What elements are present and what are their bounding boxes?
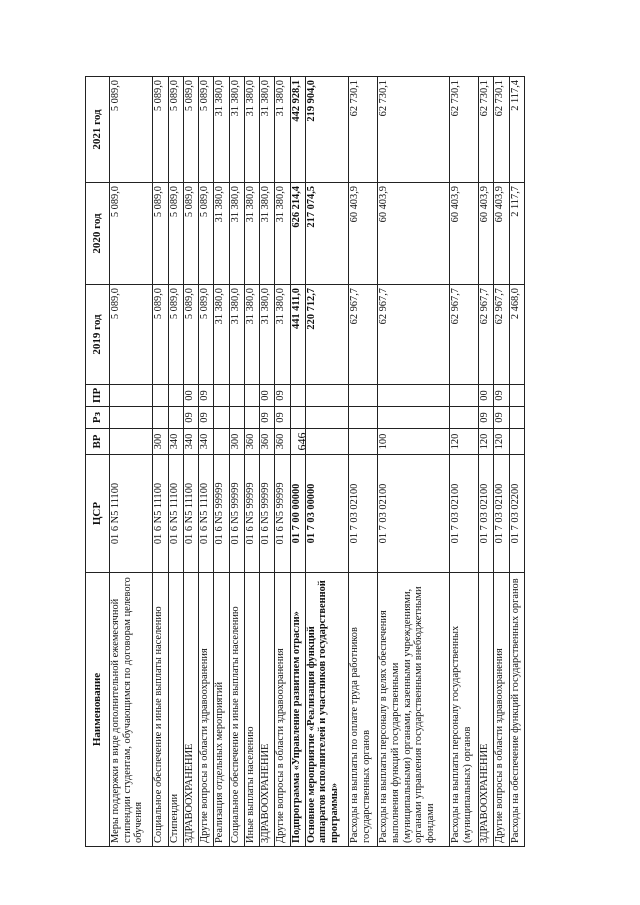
cell-2021: 219 904,0: [305, 77, 348, 183]
cell-pr: [378, 385, 449, 407]
cell-csr: 01 6 N5 99999: [229, 455, 244, 573]
cell-csr: 01 6 N5 11100: [199, 455, 214, 573]
cell-2019: 31 380,0: [244, 285, 259, 385]
cell-name: Другие вопросы в области здравоохранения: [494, 573, 509, 847]
cell-2020: 626 214,4: [290, 183, 305, 285]
cell-2021: 5 089,0: [199, 77, 214, 183]
cell-pr: 00: [183, 385, 198, 407]
cell-csr: 01 6 N5 11100: [153, 455, 168, 573]
cell-vr: [349, 429, 378, 455]
cell-2021: 31 380,0: [214, 77, 229, 183]
cell-pr: [449, 385, 478, 407]
cell-pr: [290, 385, 305, 407]
table-row: [290, 77, 305, 847]
cell-2019: 2 468,0: [509, 285, 524, 385]
cell-2019: 220 712,7: [305, 285, 348, 385]
table-row: [378, 77, 449, 847]
cell-2020: 5 089,0: [153, 183, 168, 285]
cell-rz: 09: [260, 407, 275, 429]
cell-rz: 09: [183, 407, 198, 429]
cell-name: Расходы на выплаты персоналу в целях обеспечения выполнения функций государственными (муниципальными) органами, казенными учреждениями, органами управления государственными внебюджетными фондами: [378, 573, 449, 847]
cell-csr: 01 7 03 02100: [378, 455, 449, 573]
cell-name: Другие вопросы в области здравоохранения: [275, 573, 290, 847]
cell-rz: [168, 407, 183, 429]
cell-vr: [509, 429, 524, 455]
cell-name: ЗДРАВООХРАНЕНИЕ: [479, 573, 494, 847]
cell-vr: 300: [229, 429, 244, 455]
table-row: [479, 77, 494, 847]
cell-2019: 5 089,0: [110, 285, 153, 385]
cell-2021: 62 730,1: [494, 77, 509, 183]
cell-2021: 62 730,1: [378, 77, 449, 183]
cell-vr: 340: [183, 429, 198, 455]
cell-vr: 360: [244, 429, 259, 455]
cell-rz: 09: [479, 407, 494, 429]
cell-pr: [229, 385, 244, 407]
cell-vr: [305, 429, 348, 455]
table-row: [183, 77, 198, 847]
cell-rz: [349, 407, 378, 429]
cell-2020: 60 403,9: [479, 183, 494, 285]
table-row: [110, 77, 153, 847]
cell-2021: 31 380,0: [244, 77, 259, 183]
cell-csr: 01 6 N5 11100: [110, 455, 153, 573]
cell-2020: 31 380,0: [214, 183, 229, 285]
header-pr: ПР: [86, 385, 110, 407]
cell-2021: 5 089,0: [183, 77, 198, 183]
cell-csr: 01 7 03 02100: [479, 455, 494, 573]
table-row: [509, 77, 524, 847]
cell-pr: [153, 385, 168, 407]
cell-2021: 62 730,1: [479, 77, 494, 183]
budget-table: [85, 76, 525, 847]
cell-2021: 2 117,4: [509, 77, 524, 183]
cell-pr: [244, 385, 259, 407]
cell-pr: [305, 385, 348, 407]
header-csr: ЦСР: [86, 455, 110, 573]
cell-name: ЗДРАВООХРАНЕНИЕ: [183, 573, 198, 847]
cell-pr: 09: [275, 385, 290, 407]
cell-2019: 441 411,0: [290, 285, 305, 385]
cell-2019: 5 089,0: [168, 285, 183, 385]
rotated-table-wrapper: [85, 77, 525, 847]
cell-2019: 31 380,0: [260, 285, 275, 385]
cell-name: Иные выплаты населению: [244, 573, 259, 847]
cell-csr: 01 6 N5 11100: [168, 455, 183, 573]
cell-pr: [110, 385, 153, 407]
cell-name: ЗДРАВООХРАНЕНИЕ: [260, 573, 275, 847]
header-2021: 2021 год: [86, 77, 110, 183]
cell-name: Стипендии: [168, 573, 183, 847]
cell-name: Другие вопросы в области здравоохранения: [199, 573, 214, 847]
page-number: 646: [294, 432, 309, 451]
cell-2020: 5 089,0: [183, 183, 198, 285]
cell-rz: [110, 407, 153, 429]
cell-csr: 01 7 03 02100: [449, 455, 478, 573]
cell-name: Социальное обеспечение и иные выплаты населению: [229, 573, 244, 847]
cell-vr: [214, 429, 229, 455]
cell-2021: 442 928,1: [290, 77, 305, 183]
cell-pr: [168, 385, 183, 407]
cell-2019: 62 967,7: [479, 285, 494, 385]
cell-vr: 100: [378, 429, 449, 455]
cell-2019: 31 380,0: [275, 285, 290, 385]
cell-2019: 62 967,7: [449, 285, 478, 385]
cell-2020: 31 380,0: [260, 183, 275, 285]
cell-csr: 01 7 03 02200: [509, 455, 524, 573]
cell-2019: 5 089,0: [153, 285, 168, 385]
cell-2020: 60 403,9: [349, 183, 378, 285]
cell-2020: 5 089,0: [199, 183, 214, 285]
cell-2019: 62 967,7: [494, 285, 509, 385]
cell-2020: 31 380,0: [244, 183, 259, 285]
cell-pr: [349, 385, 378, 407]
table-row: [199, 77, 214, 847]
cell-2020: 5 089,0: [168, 183, 183, 285]
cell-2021: 5 089,0: [153, 77, 168, 183]
header-2020: 2020 год: [86, 183, 110, 285]
header-vr: ВР: [86, 429, 110, 455]
cell-rz: [214, 407, 229, 429]
cell-2021: 31 380,0: [275, 77, 290, 183]
cell-vr: 120: [449, 429, 478, 455]
cell-name: Социальное обеспечение и иные выплаты населению: [153, 573, 168, 847]
cell-2020: 217 074,5: [305, 183, 348, 285]
cell-2019: 62 967,7: [378, 285, 449, 385]
cell-2019: 31 380,0: [214, 285, 229, 385]
cell-csr: 01 6 N5 99999: [244, 455, 259, 573]
cell-vr: 120: [494, 429, 509, 455]
table-row: [275, 77, 290, 847]
cell-rz: [244, 407, 259, 429]
cell-2019: 31 380,0: [229, 285, 244, 385]
cell-csr: 01 6 N5 99999: [214, 455, 229, 573]
cell-rz: 09: [275, 407, 290, 429]
cell-2021: 62 730,1: [349, 77, 378, 183]
cell-name: Расходы на обеспечение функций государственных органов: [509, 573, 524, 847]
cell-2020: 60 403,9: [494, 183, 509, 285]
cell-name: Основное мероприятие «Реализация функций аппаратов исполнителей и участников государственной программы»: [305, 573, 348, 847]
cell-pr: 00: [260, 385, 275, 407]
cell-vr: 360: [260, 429, 275, 455]
cell-csr: 01 6 N5 99999: [260, 455, 275, 573]
cell-name: Меры поддержки в виде дополнительной ежемесячной стипендии студентам, обучающимся по договорам целевого обучения: [110, 573, 153, 847]
cell-vr: 300: [153, 429, 168, 455]
cell-2020: 60 403,9: [449, 183, 478, 285]
cell-csr: 01 7 03 00000: [305, 455, 348, 573]
cell-rz: [229, 407, 244, 429]
cell-rz: 09: [494, 407, 509, 429]
cell-rz: [378, 407, 449, 429]
cell-2019: 62 967,7: [349, 285, 378, 385]
cell-csr: 01 6 N5 11100: [183, 455, 198, 573]
cell-2019: 5 089,0: [183, 285, 198, 385]
cell-pr: 09: [199, 385, 214, 407]
cell-name: Расходы на выплаты по оплате труда работников государственных органов: [349, 573, 378, 847]
cell-2019: 5 089,0: [199, 285, 214, 385]
cell-vr: [290, 429, 305, 455]
cell-vr: 340: [199, 429, 214, 455]
cell-rz: [509, 407, 524, 429]
cell-rz: 09: [199, 407, 214, 429]
table-row: [260, 77, 275, 847]
cell-2021: 31 380,0: [260, 77, 275, 183]
table-row: [214, 77, 229, 847]
cell-2020: 5 089,0: [110, 183, 153, 285]
cell-pr: 00: [479, 385, 494, 407]
cell-pr: [214, 385, 229, 407]
cell-vr: [110, 429, 153, 455]
table-row: [229, 77, 244, 847]
table-row: [305, 77, 348, 847]
cell-2021: 5 089,0: [110, 77, 153, 183]
table-row: [449, 77, 478, 847]
cell-2020: 31 380,0: [275, 183, 290, 285]
cell-vr: 120: [479, 429, 494, 455]
table-body: [110, 77, 525, 847]
cell-rz: [449, 407, 478, 429]
cell-csr: 01 6 N5 99999: [275, 455, 290, 573]
table-row: [153, 77, 168, 847]
cell-2021: 31 380,0: [229, 77, 244, 183]
table-row: [494, 77, 509, 847]
table-row: [244, 77, 259, 847]
cell-pr: 09: [494, 385, 509, 407]
table-row: [349, 77, 378, 847]
header-name: Наименование: [86, 573, 110, 847]
cell-csr: 01 7 03 02100: [494, 455, 509, 573]
header-2019: 2019 год: [86, 285, 110, 385]
cell-name: Расходы на выплаты персоналу государственных (муниципальных) органов: [449, 573, 478, 847]
cell-rz: [153, 407, 168, 429]
table-header-row: [86, 77, 110, 847]
cell-rz: [305, 407, 348, 429]
table-row: [168, 77, 183, 847]
cell-2020: 2 117,7: [509, 183, 524, 285]
cell-csr: 01 7 03 02100: [349, 455, 378, 573]
cell-rz: [290, 407, 305, 429]
cell-name: Реализация отдельных мероприятий: [214, 573, 229, 847]
cell-name: Подпрограмма «Управление развитием отрасли»: [290, 573, 305, 847]
cell-2021: 62 730,1: [449, 77, 478, 183]
cell-2021: 5 089,0: [168, 77, 183, 183]
cell-2020: 31 380,0: [229, 183, 244, 285]
cell-vr: 340: [168, 429, 183, 455]
cell-2020: 60 403,9: [378, 183, 449, 285]
header-rz: Рз: [86, 407, 110, 429]
cell-csr: 01 7 00 00000: [290, 455, 305, 573]
cell-vr: 360: [275, 429, 290, 455]
cell-pr: [509, 385, 524, 407]
